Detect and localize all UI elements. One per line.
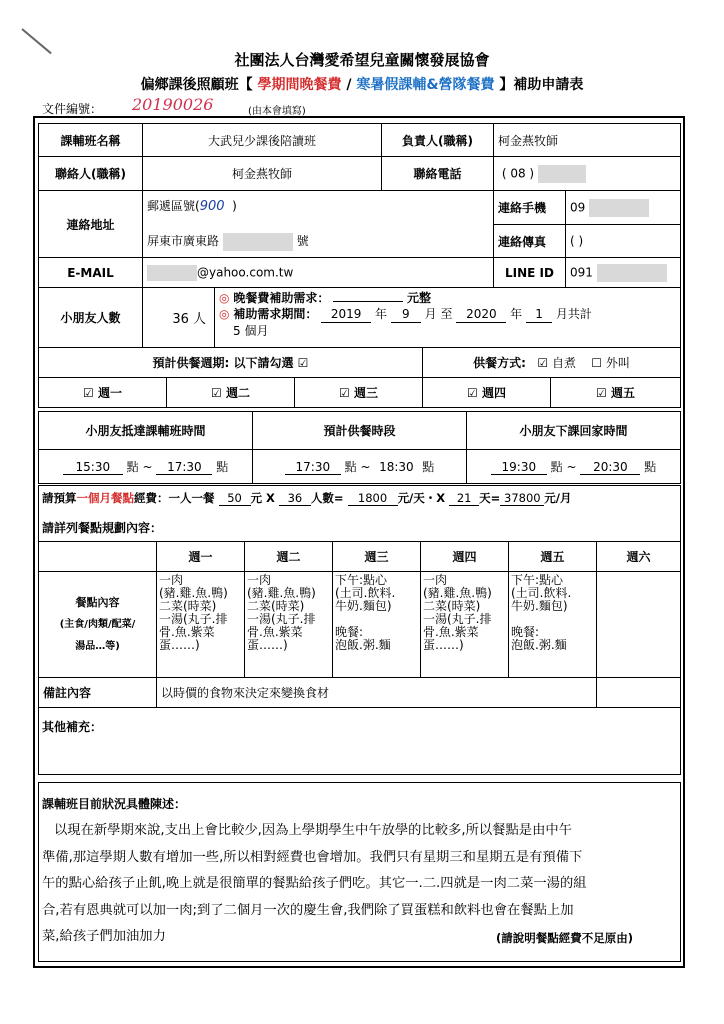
email-label: E-MAIL xyxy=(39,258,143,288)
menu-wed xyxy=(333,572,421,678)
bullet-2: ◎ xyxy=(219,307,230,321)
tilde-3: ~ xyxy=(566,460,577,474)
budget-text6: 元/月 xyxy=(544,491,572,505)
budget-text1: 經費：一人一餐 xyxy=(134,491,215,505)
meal-times xyxy=(253,450,467,484)
line-value xyxy=(566,258,681,288)
email-value xyxy=(143,258,494,288)
monthly-total: 37800 xyxy=(500,491,544,506)
method-cell xyxy=(423,348,681,378)
day-mon[interactable]: ☑ 週一 xyxy=(39,378,167,408)
address-cell xyxy=(143,191,494,258)
cycle-label: 預計供餐週期: 以下請勾選 ☑ xyxy=(39,348,423,378)
menu-line: 骨.魚.紫菜 xyxy=(423,625,479,639)
dinner-unit: 元整 xyxy=(406,291,431,305)
phone-value xyxy=(494,157,681,191)
menu-tue xyxy=(245,572,333,678)
budget-text5: 天= xyxy=(479,491,501,505)
menu-line: 晚餐: xyxy=(511,625,540,639)
people-count: 36 xyxy=(279,491,311,506)
leave-to: 20:30 xyxy=(580,460,640,475)
zip-close: ) xyxy=(232,199,237,213)
day-tue[interactable]: ☑ 週二 xyxy=(167,378,295,408)
dot-6: 點 xyxy=(644,460,657,474)
meal-time-label: 預計供餐時段 xyxy=(253,412,467,450)
address-line xyxy=(147,232,489,251)
menu-line: 骨.魚.紫菜 xyxy=(247,625,303,639)
status-line-1: 以現在新學期來說,支出上會比較少,因為上學期學生中午放學的比較多,所以餐點是由中午 xyxy=(54,823,572,838)
doc-no-note: (由本會填寫) xyxy=(248,106,306,117)
meal-from: 17:30 xyxy=(285,460,341,475)
child-count: 36 人 xyxy=(143,288,215,348)
budget-text3: 人數= xyxy=(310,491,344,505)
zip-value: 900 xyxy=(199,199,225,214)
menu-line: 二菜(時菜) xyxy=(423,599,481,613)
method-label: 供餐方式: xyxy=(473,356,526,370)
arrive-times xyxy=(39,450,253,484)
budget-text4: 元/天・X xyxy=(397,491,446,505)
day-count: 21 xyxy=(449,491,479,506)
menu-label-1: 餐點內容 xyxy=(75,595,120,609)
subsidy-cell xyxy=(215,288,681,348)
day-wed[interactable]: ☑ 週三 xyxy=(295,378,423,408)
dinner-line xyxy=(219,290,676,306)
redacted-address xyxy=(223,233,293,251)
info-table xyxy=(38,123,681,288)
meal-to: 18:30 xyxy=(379,460,414,474)
status-line-2: 準備,那這學期人數有增加一些,所以相對經費也會增加。我們只有星期三和星期五是有預備下 xyxy=(42,849,583,865)
class-name-label: 課輔班名稱 xyxy=(39,124,143,157)
menu-row-label xyxy=(39,572,157,678)
arrive-label: 小朋友抵達課輔班時間 xyxy=(39,412,253,450)
menu-line: 蛋……) xyxy=(423,638,464,652)
menu-label-2: (主食/肉類/配菜/ xyxy=(59,618,136,630)
month-unit-1: 月 xyxy=(424,307,437,321)
period-label: 補助需求期間： xyxy=(233,307,318,321)
menu-line: 牛奶.麵包) xyxy=(335,599,392,613)
menu-sat xyxy=(597,572,681,678)
menu-head-thu: 週四 xyxy=(421,542,509,572)
zip-line xyxy=(147,197,489,214)
child-count-label: 小朋友人數 xyxy=(39,288,143,348)
mobile-value xyxy=(566,191,681,225)
takeout-checkbox[interactable]: ☐ 外叫 xyxy=(591,356,630,370)
menu-line: 下午:點心 xyxy=(511,573,564,587)
menu-line: 泡飯.粥.麵 xyxy=(511,638,567,652)
year-from: 2019 xyxy=(321,306,371,323)
menu-line: 一肉 xyxy=(159,573,184,587)
dinner-label: 晚餐費補助需求： xyxy=(233,291,330,305)
status-line-4: 合,若有恩典就可以加一肉;到了二個月一次的慶生會,我們除了買蛋糕和飲料也會在餐點上加 xyxy=(42,902,574,918)
menu-line: (土司.飲料. xyxy=(511,586,572,600)
form-title xyxy=(0,74,724,94)
menu-line: (豬.雞.魚.鴨) xyxy=(423,586,492,600)
arrive-from: 15:30 xyxy=(63,460,123,475)
bullet-1: ◎ xyxy=(219,291,230,305)
remark-value: 以時價的食物來決定來變換食材 xyxy=(157,678,597,708)
redacted-phone xyxy=(538,165,586,183)
dot-5: 點 xyxy=(550,460,563,474)
phone-prefix: ( 08 ) xyxy=(501,166,535,180)
leader-value xyxy=(494,124,681,157)
budget-line xyxy=(42,490,572,506)
dinner-blank xyxy=(333,301,403,302)
org-title: 社團法人台灣愛希望兒童關懷發展協會 xyxy=(234,51,490,69)
budget-prefix: 請預算 xyxy=(42,491,77,505)
contact: 柯金燕牧師 xyxy=(143,157,382,191)
dot-2: 點 xyxy=(216,460,229,474)
option-dinner: 學期間晚餐費 xyxy=(257,77,342,93)
leave-from: 19:30 xyxy=(491,460,547,475)
year-unit-2: 年 xyxy=(510,307,523,321)
menu-line: 骨.魚.紫菜 xyxy=(159,625,215,639)
menu-fri xyxy=(509,572,597,678)
dot-3: 點 xyxy=(344,460,357,474)
menu-line: 二菜(時菜) xyxy=(247,599,305,613)
status-line-5: 菜,給孩子們加油加力 xyxy=(42,929,166,944)
status-note: (請說明餐點經費不足原由) xyxy=(496,931,634,945)
menu-line: 一肉 xyxy=(423,573,448,587)
menu-line: (豬.雞.魚.鴨) xyxy=(247,586,316,600)
phone-label: 聯絡電話 xyxy=(382,157,494,191)
menu-line: 一湯(丸子.排 xyxy=(159,612,228,626)
menu-head-tue: 週二 xyxy=(245,542,333,572)
status-line-3: 午的點心給孩子止飢,晚上就是很簡單的餐點給孩子們吃。其它一.二.四就是一肉二菜一湯的組 xyxy=(42,876,587,891)
arrive-to: 17:30 xyxy=(156,460,212,475)
year-unit-1: 年 xyxy=(374,307,387,321)
redacted-email xyxy=(147,265,197,281)
contact-label: 聯絡人(職稱) xyxy=(39,157,143,191)
menu-line: 一湯(丸子.排 xyxy=(423,612,492,626)
menu-line: 牛奶.麵包) xyxy=(511,599,568,613)
form-prefix: 偏鄉課後照顧班【 xyxy=(140,77,253,93)
menu-line: 泡飯.粥.麵 xyxy=(335,638,391,652)
period-line xyxy=(219,306,676,323)
option-separator: / xyxy=(346,77,352,93)
redacted-mobile xyxy=(589,199,649,217)
cycle-table xyxy=(38,347,681,408)
month-from: 9 xyxy=(391,306,421,323)
leader: 柯金燕牧師 xyxy=(498,133,559,148)
line-prefix: 091 xyxy=(570,265,593,279)
menu-table xyxy=(38,541,681,708)
line-label: LINE ID xyxy=(494,258,566,288)
address-pre: 屏東市廣東路 xyxy=(147,234,220,248)
menu-line: 晚餐: xyxy=(335,625,364,639)
mobile-label: 連絡手機 xyxy=(494,191,566,225)
tilde-1: ~ xyxy=(142,460,153,474)
redacted-line xyxy=(597,264,667,282)
menu-corner xyxy=(39,542,157,572)
budget-text2: 元 X xyxy=(250,491,275,505)
children-table xyxy=(38,287,681,348)
times-table xyxy=(38,411,681,484)
leave-label: 小朋友下課回家時間 xyxy=(467,412,681,450)
dot-4: 點 xyxy=(422,460,435,474)
menu-head-sat: 週六 xyxy=(597,542,681,572)
day-fri[interactable]: ☑ 週五 xyxy=(551,378,681,408)
tilde-2: ~ xyxy=(360,460,371,474)
leave-times xyxy=(467,450,681,484)
mobile-prefix: 09 xyxy=(570,200,586,214)
month-to: 1 xyxy=(526,306,552,323)
fax-label: 連絡傳真 xyxy=(494,225,566,258)
remark-empty xyxy=(597,678,681,708)
status-label: 課輔班目前狀況具體陳述： xyxy=(42,797,187,811)
total-months: 5 個月 xyxy=(233,324,269,338)
menu-line: 一肉 xyxy=(247,573,272,587)
remark-label: 備註內容 xyxy=(39,678,157,708)
menu-mon xyxy=(157,572,245,678)
form-suffix: 】補助申請表 xyxy=(499,77,584,93)
self-cook-checkbox[interactable]: ☑ 自煮 xyxy=(537,356,576,370)
other-label: 其他補充： xyxy=(42,720,103,734)
address-label: 連絡地址 xyxy=(39,191,143,258)
menu-head-wed: 週三 xyxy=(333,542,421,572)
menu-label-3: 湯品…等) xyxy=(75,640,120,652)
per-day: 1800 xyxy=(348,491,398,506)
address-post: 號 xyxy=(296,234,309,248)
menu-line: 一湯(丸子.排 xyxy=(247,612,316,626)
year-to: 2020 xyxy=(456,306,506,323)
menu-head-mon: 週一 xyxy=(157,542,245,572)
menu-head-fri: 週五 xyxy=(509,542,597,572)
to-label: 至 xyxy=(440,307,453,321)
fax-value: ( ) xyxy=(566,225,681,258)
doc-no-label: 文件編號： xyxy=(42,102,103,116)
dot-1: 點 xyxy=(126,460,139,474)
plan-label: 請詳列餐點規劃內容： xyxy=(42,521,163,535)
per-meal: 50 xyxy=(219,491,251,506)
menu-line: 蛋……) xyxy=(159,638,200,652)
zip-label: 郵遞區號( xyxy=(147,199,200,213)
menu-thu xyxy=(421,572,509,678)
menu-line: (豬.雞.魚.鴨) xyxy=(159,586,228,600)
day-thu[interactable]: ☑ 週四 xyxy=(423,378,551,408)
budget-monthly: 一個月餐點 xyxy=(76,491,134,505)
menu-line: 下午:點心 xyxy=(335,573,388,587)
doc-no-value: 20190026 xyxy=(132,95,214,114)
option-vacation: 寒暑假課輔&營隊餐費 xyxy=(356,77,495,93)
total-label: 月共計 xyxy=(555,307,592,321)
leader-label: 負責人(職稱) xyxy=(382,124,494,157)
email-domain: @yahoo.com.tw xyxy=(197,265,294,279)
menu-line: 二菜(時菜) xyxy=(159,599,217,613)
class-name: 大武兒少課後陪讀班 xyxy=(143,124,382,157)
menu-line: 蛋……) xyxy=(247,638,288,652)
menu-line: (土司.飲料. xyxy=(335,586,396,600)
